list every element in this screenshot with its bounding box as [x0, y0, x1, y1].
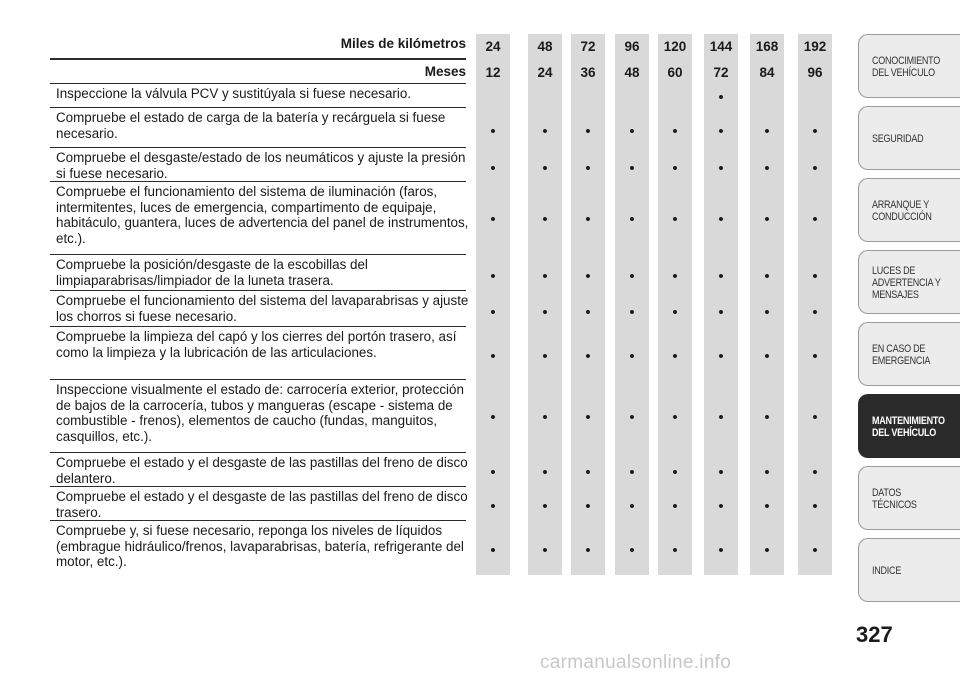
interval-cell	[615, 291, 649, 327]
table-row	[50, 380, 840, 453]
sidebar-tab[interactable]	[858, 34, 960, 98]
interval-cell	[704, 521, 738, 575]
check-dot-icon: •	[672, 464, 678, 481]
sidebar-tab[interactable]	[858, 250, 960, 314]
check-dot-icon: •	[490, 409, 496, 426]
check-dot-icon: •	[764, 498, 770, 515]
interval-cell	[658, 182, 692, 255]
km-value: 168	[755, 39, 779, 54]
interval-cell	[528, 291, 562, 327]
interval-cell	[476, 84, 510, 108]
month-value: 72	[713, 65, 729, 80]
check-dot-icon: •	[585, 348, 591, 365]
check-dot-icon: •	[585, 211, 591, 228]
km-value: 96	[624, 39, 640, 54]
check-dot-icon: •	[672, 542, 678, 559]
table-row	[50, 453, 840, 487]
check-dot-icon: •	[764, 268, 770, 285]
interval-cell	[658, 108, 692, 148]
sidebar-tab-label: SEGURIDAD	[872, 133, 924, 145]
sidebar-tab[interactable]	[858, 466, 960, 530]
table-row	[50, 255, 840, 291]
check-dot-icon: •	[629, 304, 635, 321]
month-value: 12	[485, 65, 501, 80]
check-dot-icon: •	[585, 464, 591, 481]
interval-cell	[528, 182, 562, 255]
km-col-7	[750, 34, 784, 58]
interval-cell	[658, 291, 692, 327]
sidebar-tab-label: ARRANQUE Y CONDUCCIÓN	[872, 199, 932, 223]
interval-cell	[528, 327, 562, 380]
interval-cell	[750, 255, 784, 291]
table-row	[50, 291, 840, 327]
interval-cell	[798, 148, 832, 182]
km-header-label: Miles de kilómetros	[340, 36, 466, 51]
interval-cell	[750, 84, 784, 108]
km-value: 72	[580, 39, 596, 54]
interval-cell	[615, 148, 649, 182]
check-dot-icon: •	[490, 160, 496, 177]
interval-cell	[528, 521, 562, 575]
interval-cell	[476, 182, 510, 255]
sidebar-tab-label: LUCES DE ADVERTENCIA Y MENSAJES	[872, 265, 941, 301]
interval-cell	[571, 108, 605, 148]
interval-cell	[750, 327, 784, 380]
month-col-4	[615, 58, 649, 84]
check-dot-icon: •	[490, 123, 496, 140]
row-description: Compruebe el funcionamiento del sistema del lavaparabrisas y ajuste los chorros si fuese necesario.	[56, 293, 469, 324]
maintenance-table	[50, 34, 840, 575]
check-dot-icon: •	[672, 160, 678, 177]
month-col-1	[476, 58, 510, 84]
km-col-4	[615, 34, 649, 58]
interval-cell	[658, 148, 692, 182]
check-dot-icon: •	[629, 160, 635, 177]
interval-cell	[750, 487, 784, 521]
sidebar-tab[interactable]	[858, 538, 960, 602]
check-dot-icon: •	[764, 304, 770, 321]
km-col-8	[798, 34, 832, 58]
interval-cell	[528, 255, 562, 291]
interval-cell	[704, 327, 738, 380]
check-dot-icon: •	[585, 498, 591, 515]
interval-cell	[615, 255, 649, 291]
check-dot-icon: •	[718, 211, 724, 228]
sidebar-tab-label: DATOS TÉCNICOS	[872, 487, 917, 511]
check-dot-icon: •	[764, 123, 770, 140]
sidebar-tab-label: INDICE	[872, 565, 902, 577]
check-dot-icon: •	[718, 268, 724, 285]
km-col-3	[571, 34, 605, 58]
check-dot-icon: •	[629, 498, 635, 515]
check-dot-icon: •	[812, 268, 818, 285]
interval-cell	[658, 327, 692, 380]
interval-cell	[750, 291, 784, 327]
table-row	[50, 108, 840, 148]
km-col-5	[658, 34, 692, 58]
check-dot-icon: •	[764, 464, 770, 481]
interval-cell	[615, 521, 649, 575]
check-dot-icon: •	[764, 542, 770, 559]
check-dot-icon: •	[812, 409, 818, 426]
interval-cell	[704, 453, 738, 487]
interval-cell	[798, 108, 832, 148]
check-dot-icon: •	[542, 542, 548, 559]
interval-cell	[528, 148, 562, 182]
check-dot-icon: •	[718, 123, 724, 140]
interval-cell	[798, 487, 832, 521]
table-row	[50, 182, 840, 255]
check-dot-icon: •	[718, 304, 724, 321]
interval-cell	[615, 327, 649, 380]
check-dot-icon: •	[672, 498, 678, 515]
row-description: Inspeccione visualmente el estado de: carrocería exterior, protección de bajos de la carrocería, tubos y mangueras (escape - sistema de combustible - frenos), elementos de caucho (fundas, manguitos, casquillos, etc.).	[56, 382, 464, 444]
interval-cell	[798, 255, 832, 291]
check-dot-icon: •	[672, 348, 678, 365]
interval-cell	[615, 380, 649, 453]
table-row	[50, 487, 840, 521]
check-dot-icon: •	[585, 160, 591, 177]
row-description: Compruebe el funcionamiento del sistema de iluminación (faros, intermitentes, luces de emergencia, compartimento de equipaje, habitáculo, guantera, luces de advertencia del panel de instrumentos, etc.).	[56, 184, 469, 246]
month-col-7	[750, 58, 784, 84]
check-dot-icon: •	[629, 409, 635, 426]
check-dot-icon: •	[542, 348, 548, 365]
interval-cell	[750, 148, 784, 182]
row-description: Compruebe la limpieza del capó y los cierres del portón trasero, así como la limpieza y la lubricación de las articulaciones.	[56, 329, 457, 360]
check-dot-icon: •	[812, 348, 818, 365]
check-dot-icon: •	[542, 498, 548, 515]
month-col-2	[528, 58, 562, 84]
check-dot-icon: •	[764, 409, 770, 426]
sidebar-tab[interactable]	[858, 394, 960, 458]
interval-cell	[571, 327, 605, 380]
interval-cell	[704, 487, 738, 521]
check-dot-icon: •	[812, 542, 818, 559]
interval-cell	[704, 108, 738, 148]
check-dot-icon: •	[672, 304, 678, 321]
interval-cell	[476, 108, 510, 148]
check-dot-icon: •	[718, 409, 724, 426]
interval-cell	[528, 487, 562, 521]
interval-cell	[476, 327, 510, 380]
check-dot-icon: •	[718, 160, 724, 177]
check-dot-icon: •	[585, 304, 591, 321]
interval-cell	[704, 84, 738, 108]
watermark: carmanualsonline.info	[540, 652, 732, 673]
check-dot-icon: •	[718, 464, 724, 481]
interval-cell	[615, 182, 649, 255]
interval-cell	[704, 148, 738, 182]
check-dot-icon: •	[490, 464, 496, 481]
interval-cell	[476, 453, 510, 487]
month-value: 36	[580, 65, 596, 80]
km-value: 192	[803, 39, 827, 54]
interval-cell	[615, 108, 649, 148]
interval-cell	[750, 380, 784, 453]
interval-cell	[528, 108, 562, 148]
month-col-8	[798, 58, 832, 84]
months-header-label: Meses	[424, 64, 466, 79]
km-value: 120	[663, 39, 687, 54]
km-col-2	[528, 34, 562, 58]
check-dot-icon: •	[812, 211, 818, 228]
sidebar-tab[interactable]	[858, 106, 960, 170]
interval-cell	[658, 255, 692, 291]
interval-cell	[476, 291, 510, 327]
check-dot-icon: •	[629, 464, 635, 481]
interval-cell	[528, 380, 562, 453]
interval-cell	[528, 84, 562, 108]
month-value: 84	[759, 65, 775, 80]
check-dot-icon: •	[490, 211, 496, 228]
check-dot-icon: •	[812, 160, 818, 177]
month-value: 48	[624, 65, 640, 80]
month-col-5	[658, 58, 692, 84]
km-value: 144	[709, 39, 733, 54]
check-dot-icon: •	[629, 123, 635, 140]
check-dot-icon: •	[629, 268, 635, 285]
interval-cell	[571, 291, 605, 327]
month-value: 60	[667, 65, 683, 80]
interval-cell	[658, 487, 692, 521]
check-dot-icon: •	[542, 268, 548, 285]
check-dot-icon: •	[718, 89, 724, 106]
interval-cell	[615, 84, 649, 108]
sidebar-tab-label: CONOCIMIENTO DEL VEHÍCULO	[872, 55, 941, 79]
row-description: Compruebe el estado de carga de la batería y recárguela si fuese necesario.	[56, 110, 446, 141]
interval-cell	[571, 182, 605, 255]
interval-cell	[476, 255, 510, 291]
interval-cell	[615, 487, 649, 521]
table-row	[50, 148, 840, 182]
km-value: 24	[485, 39, 501, 54]
check-dot-icon: •	[672, 409, 678, 426]
check-dot-icon: •	[490, 304, 496, 321]
check-dot-icon: •	[672, 268, 678, 285]
interval-cell	[658, 84, 692, 108]
km-value: 48	[537, 39, 553, 54]
check-dot-icon: •	[490, 542, 496, 559]
month-value: 96	[807, 65, 823, 80]
interval-cell	[798, 182, 832, 255]
check-dot-icon: •	[629, 348, 635, 365]
interval-cell	[750, 108, 784, 148]
interval-cell	[704, 291, 738, 327]
row-description: Compruebe el estado y el desgaste de las pastillas del freno de disco trasero.	[56, 489, 468, 520]
row-description: Inspeccione la válvula PCV y sustitúyala si fuese necesario.	[56, 86, 412, 101]
check-dot-icon: •	[542, 464, 548, 481]
interval-cell	[528, 453, 562, 487]
interval-cell	[658, 453, 692, 487]
interval-cell	[750, 453, 784, 487]
interval-cell	[571, 255, 605, 291]
table-body	[50, 84, 840, 575]
interval-cell	[571, 521, 605, 575]
interval-cell	[798, 380, 832, 453]
interval-cell	[476, 380, 510, 453]
check-dot-icon: •	[542, 304, 548, 321]
interval-cell	[571, 453, 605, 487]
check-dot-icon: •	[585, 268, 591, 285]
km-col-1	[476, 34, 510, 58]
interval-cell	[750, 521, 784, 575]
check-dot-icon: •	[542, 409, 548, 426]
check-dot-icon: •	[585, 409, 591, 426]
header-row-km	[50, 34, 840, 58]
check-dot-icon: •	[585, 542, 591, 559]
row-description: Compruebe y, si fuese necesario, reponga los niveles de líquidos (embrague hidráulico/frenos, lavaparabrisas, batería, refrigerante del motor, etc.).	[56, 523, 464, 569]
sidebar-tab[interactable]	[858, 322, 960, 386]
check-dot-icon: •	[718, 348, 724, 365]
interval-cell	[571, 487, 605, 521]
check-dot-icon: •	[764, 348, 770, 365]
interval-cell	[615, 453, 649, 487]
interval-cell	[798, 521, 832, 575]
interval-cell	[571, 148, 605, 182]
check-dot-icon: •	[542, 123, 548, 140]
check-dot-icon: •	[812, 123, 818, 140]
interval-cell	[798, 84, 832, 108]
check-dot-icon: •	[629, 211, 635, 228]
sidebar-tab-label: EN CASO DE EMERGENCIA	[872, 343, 931, 367]
interval-cell	[571, 84, 605, 108]
check-dot-icon: •	[490, 268, 496, 285]
interval-cell	[658, 380, 692, 453]
interval-cell	[704, 182, 738, 255]
check-dot-icon: •	[542, 211, 548, 228]
row-description: Compruebe la posición/desgaste de la escobillas del limpiaparabrisas/limpiador de la luneta trasera.	[56, 257, 368, 288]
interval-cell	[658, 521, 692, 575]
row-description: Compruebe el desgaste/estado de los neumáticos y ajuste la presión si fuese necesario.	[56, 150, 466, 181]
month-col-6	[704, 58, 738, 84]
check-dot-icon: •	[812, 304, 818, 321]
check-dot-icon: •	[812, 498, 818, 515]
interval-cell	[704, 255, 738, 291]
table-row	[50, 84, 840, 108]
sidebar-tab[interactable]	[858, 178, 960, 242]
sidebar-tab-label: MANTENIMIENTO DEL VEHÍCULO	[872, 415, 945, 439]
check-dot-icon: •	[585, 123, 591, 140]
km-col-6	[704, 34, 738, 58]
interval-cell	[798, 291, 832, 327]
check-dot-icon: •	[629, 542, 635, 559]
interval-cell	[798, 327, 832, 380]
interval-cell	[704, 380, 738, 453]
table-row	[50, 521, 840, 575]
table-row	[50, 327, 840, 380]
check-dot-icon: •	[764, 211, 770, 228]
interval-cell	[798, 453, 832, 487]
interval-cell	[476, 487, 510, 521]
check-dot-icon: •	[490, 498, 496, 515]
check-dot-icon: •	[764, 160, 770, 177]
check-dot-icon: •	[812, 464, 818, 481]
check-dot-icon: •	[672, 123, 678, 140]
interval-cell	[476, 148, 510, 182]
check-dot-icon: •	[542, 160, 548, 177]
check-dot-icon: •	[718, 498, 724, 515]
header-row-months	[50, 58, 840, 84]
interval-cell	[750, 182, 784, 255]
month-col-3	[571, 58, 605, 84]
month-value: 24	[537, 65, 553, 80]
interval-cell	[571, 380, 605, 453]
interval-cell	[476, 521, 510, 575]
check-dot-icon: •	[718, 542, 724, 559]
check-dot-icon: •	[490, 348, 496, 365]
check-dot-icon: •	[672, 211, 678, 228]
row-description: Compruebe el estado y el desgaste de las pastillas del freno de disco delantero.	[56, 455, 468, 486]
page-number: 327	[856, 622, 893, 647]
